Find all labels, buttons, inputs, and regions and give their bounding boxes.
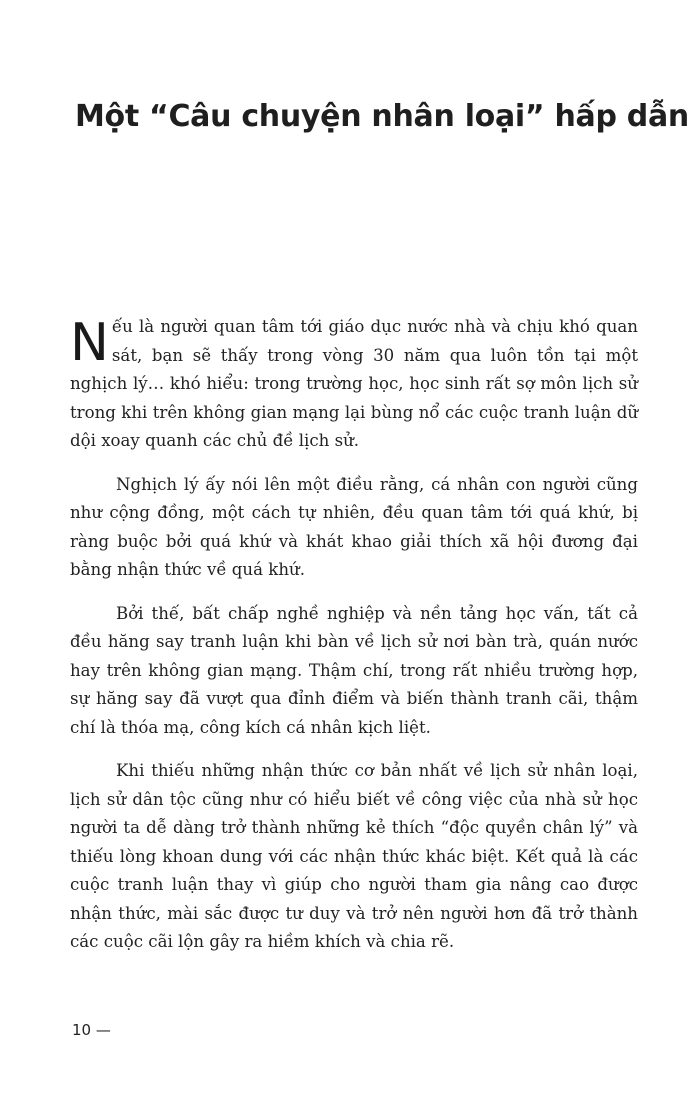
body-text (70, 313, 638, 972)
chapter-title: Một “Câu chuyện nhân loại” hấp dẫn (75, 99, 689, 134)
page-number: 10 — (72, 1021, 111, 1039)
drop-cap: N (70, 313, 109, 373)
paragraph-1 (70, 313, 638, 456)
paragraph-3: Bởi thế, bất chấp nghề nghiệp và nền tảng học vấn, tất cả đều hăng say tranh luận khi bàn về lịch sử nơi bàn trà, quán nước hay trên không gian mạng. Thậm chí, trong rất nhiều trường hợp, sự hăng say đã vượt qua đỉnh điểm và biến thành tranh cãi, thậm chí là thóa mạ, công kích cá nhân kịch liệt. (70, 603, 638, 737)
paragraph-2: Nghịch lý ấy nói lên một điều rằng, cá nhân con người cũng như cộng đồng, một cách tự nhiên, đều quan tâm tới quá khứ, bị ràng buộc bởi quá khứ và khát khao giải thích xã hội đương đại bằng nhận thức về quá khứ. (70, 474, 638, 579)
paragraph-1-text: ếu là người quan tâm tới giáo dục nước nhà và chịu khó quan sát, bạn sẽ thấy trong vòng 30 năm qua luôn tồn tại một nghịch lý… khó hiểu: trong trường học, học sinh rất sợ môn lịch sử trong khi trên không gian mạng lại bùng nổ các cuộc tranh luận dữ dội xoay quanh các chủ đề lịch sử. (70, 317, 638, 450)
paragraph-4: Khi thiếu những nhận thức cơ bản nhất về lịch sử nhân loại, lịch sử dân tộc cũng như có hiểu biết về công việc của nhà sử học người ta dễ dàng trở thành những kẻ thích “độc quyền chân lý” và thiếu lòng khoan dung với các nhận thức khác biệt. Kết quả là các cuộc tranh luận thay vì giúp cho người tham gia nâng cao được nhận thức, mài sắc được tư duy và trở nên người hơn đã trở thành các cuộc cãi lộn gây ra hiềm khích và chia rẽ. (70, 761, 638, 951)
